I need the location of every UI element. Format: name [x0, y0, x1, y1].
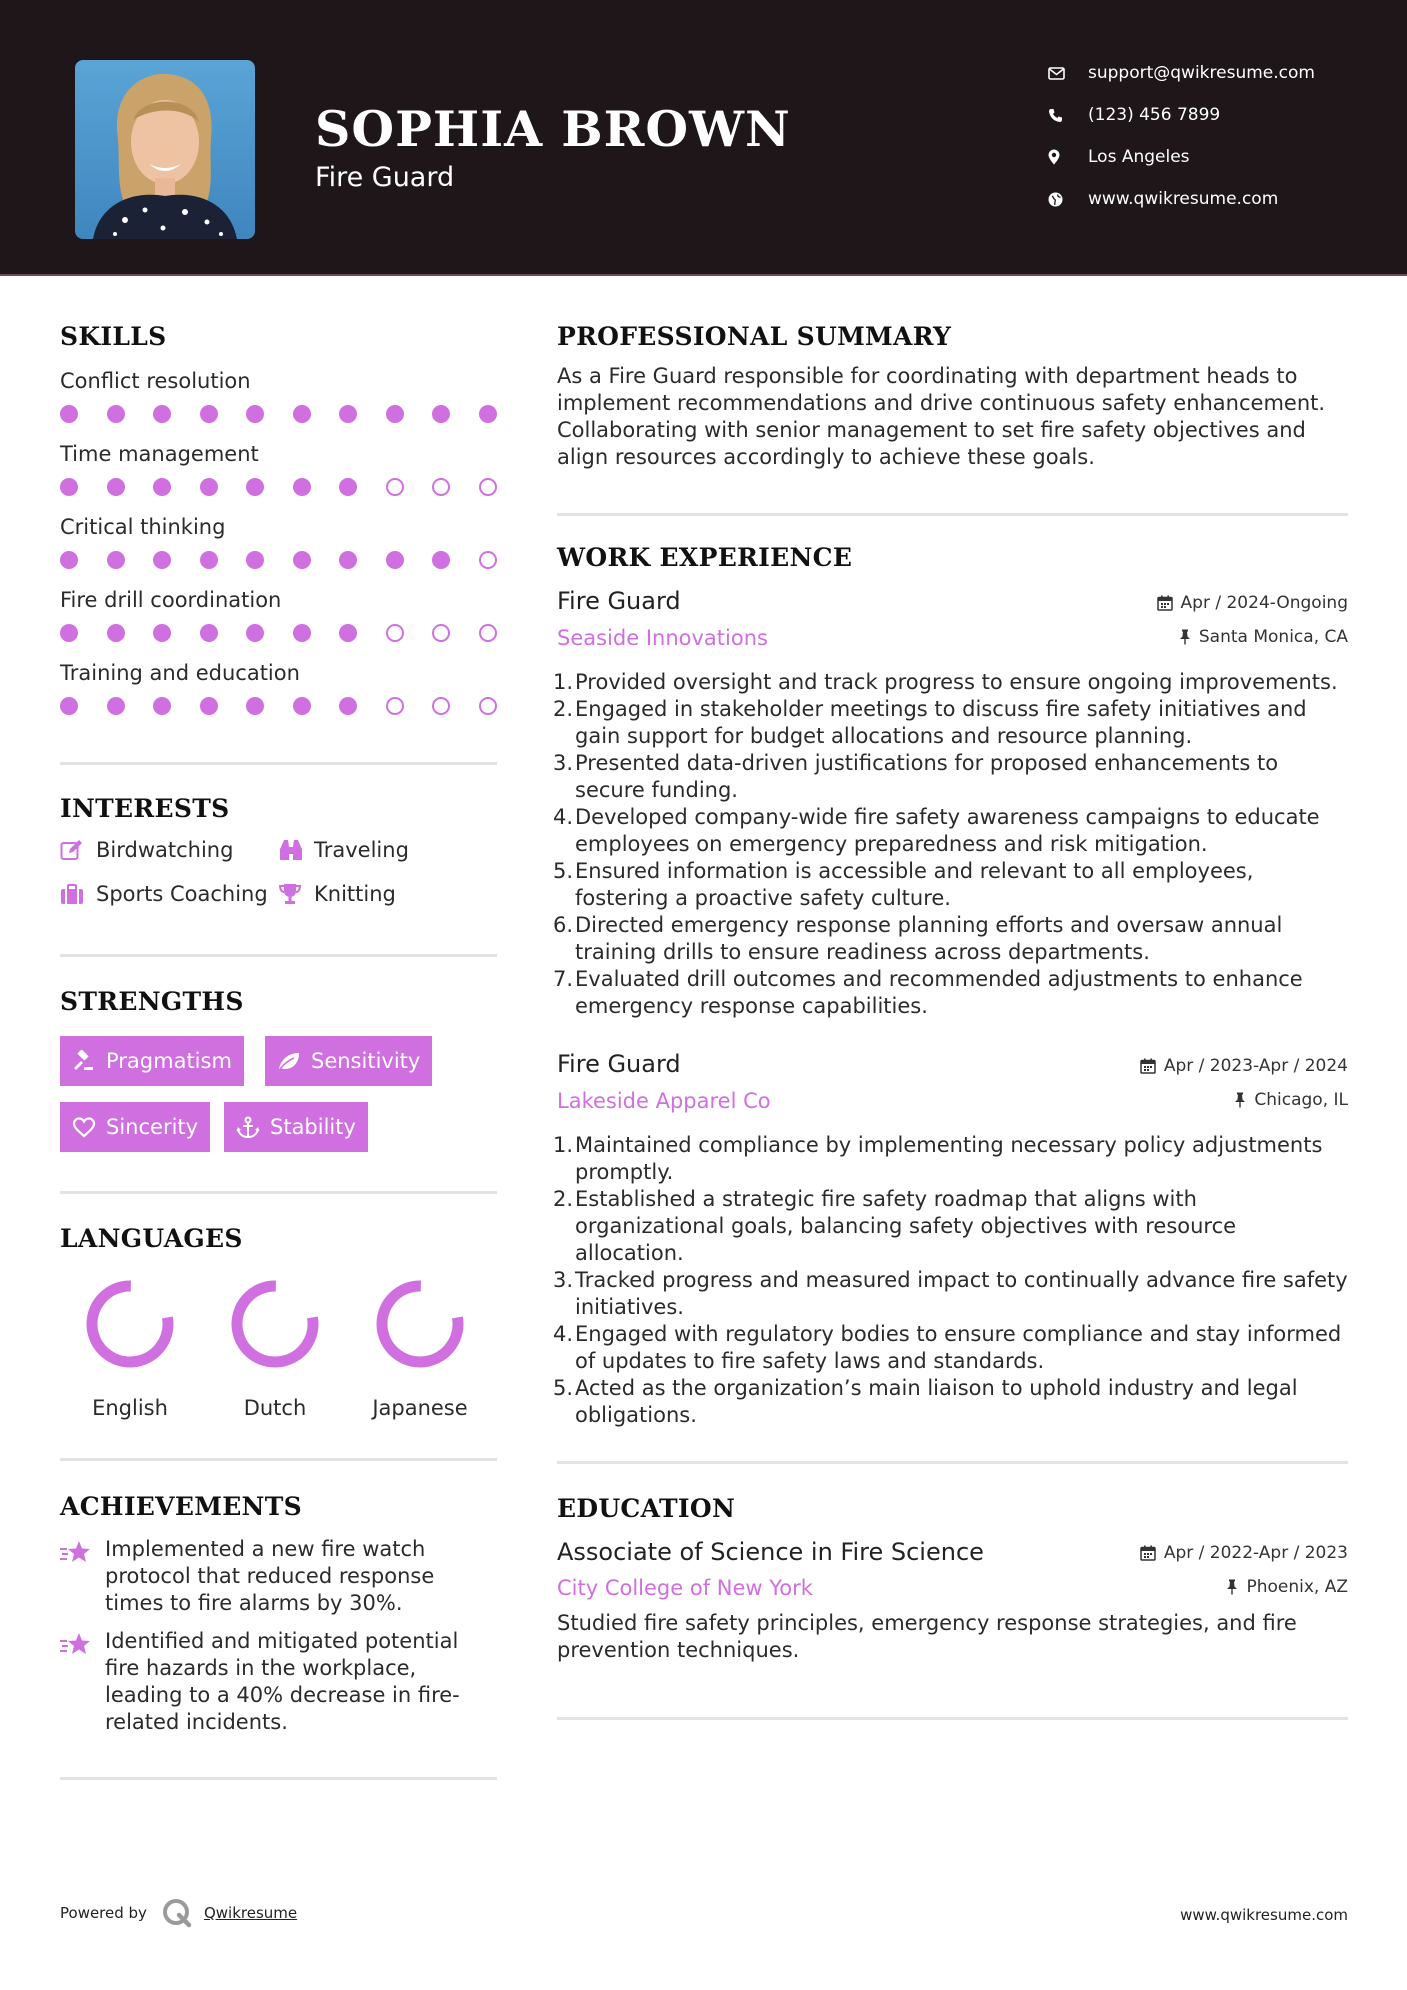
section-divider — [557, 513, 1348, 516]
skill-dot-filled — [479, 405, 497, 423]
job-bullet: 1. Maintained compliance by implementing necessary policy adjustments promptly. — [552, 1133, 1323, 1184]
skill-dot-filled — [107, 405, 125, 423]
skill-dot-empty — [386, 478, 404, 496]
skills-heading: SKILLS — [60, 322, 167, 351]
job-company: Seaside Innovations — [557, 626, 768, 650]
summary-heading: PROFESSIONAL SUMMARY — [557, 322, 952, 351]
skill-dot-empty — [479, 551, 497, 569]
strengths-section — [60, 987, 497, 1157]
language-label: Dutch — [243, 1396, 307, 1420]
job-dates: Apr / 2024-Ongoing — [1157, 593, 1348, 613]
job-bullet: 5. Acted as the organization’s main liaison to uphold industry and legal obligations. — [552, 1376, 1298, 1427]
strength-tag: Stability — [224, 1102, 368, 1152]
skill-dot-empty — [432, 478, 450, 496]
interests-heading: INTERESTS — [60, 794, 230, 823]
skill-dot-filled — [339, 478, 357, 496]
skill-dot-filled — [386, 405, 404, 423]
interest-item: Birdwatching — [60, 838, 233, 862]
pushpin-icon — [1234, 1092, 1246, 1108]
education-heading: EDUCATION — [557, 1494, 736, 1523]
section-divider — [557, 1461, 1348, 1464]
language-item — [205, 1274, 345, 1420]
strength-tag: Sensitivity — [265, 1036, 432, 1086]
languages-section — [60, 1224, 497, 1424]
section-divider — [60, 1458, 497, 1461]
skill-rating — [60, 697, 497, 715]
skill-dot-filled — [60, 478, 78, 496]
job-bullet: 3. Presented data-driven justifications for proposed enhancements to secure funding. — [552, 751, 1279, 802]
skills-section — [60, 322, 497, 734]
skill-dot-filled — [107, 551, 125, 569]
job-bullets — [552, 669, 1348, 1020]
calendar-icon — [1140, 1545, 1156, 1561]
gavel-icon — [72, 1050, 106, 1072]
education-dates: Apr / 2022-Apr / 2023 — [1140, 1543, 1348, 1563]
skill-dot-empty — [479, 478, 497, 496]
job-company: Lakeside Apparel Co — [557, 1089, 771, 1113]
pushpin-icon — [1226, 1579, 1238, 1595]
skill-dot-filled — [293, 697, 311, 715]
job-entry — [552, 587, 1348, 1107]
contact-phone[interactable]: (123) 456 7899 — [1048, 94, 1315, 136]
education-entry — [557, 1538, 1348, 1668]
job-bullet: 4. Engaged with regulatory bodies to ensure compliance and stay informed of updates to fire safety laws and standards. — [552, 1322, 1342, 1373]
section-divider — [60, 954, 497, 957]
skill-dot-filled — [153, 405, 171, 423]
skill-dot-filled — [339, 551, 357, 569]
language-ring — [370, 1274, 470, 1374]
skill-dot-filled — [432, 405, 450, 423]
leaf-icon — [277, 1051, 311, 1071]
language-item — [350, 1274, 490, 1420]
skill-rating — [60, 405, 497, 423]
skill-name: Training and education — [60, 661, 300, 685]
interest-item: Sports Coaching — [60, 882, 268, 906]
contact-website[interactable]: www.qwikresume.com — [1048, 178, 1315, 220]
strength-tag: Pragmatism — [60, 1036, 244, 1086]
language-ring — [80, 1274, 180, 1374]
skill-dot-filled — [200, 697, 218, 715]
strength-tag: Sincerity — [60, 1102, 210, 1152]
achievement-item: Implemented a new fire watch protocol that reduced response times to fire alarms by 30%. — [60, 1536, 497, 1617]
footer-url[interactable]: www.qwikresume.com — [1180, 1906, 1348, 1924]
skill-item — [60, 515, 497, 569]
skill-rating — [60, 551, 497, 569]
language-label: English — [92, 1396, 168, 1420]
calendar-icon — [1157, 595, 1173, 611]
section-divider — [557, 1717, 1348, 1720]
resume-header — [0, 0, 1407, 276]
strengths-heading: STRENGTHS — [60, 987, 244, 1016]
skill-dot-filled — [200, 478, 218, 496]
job-role: Fire Guard — [557, 587, 681, 615]
anchor-icon — [236, 1116, 270, 1139]
skill-dot-filled — [246, 697, 264, 715]
education-description: Studied fire safety principles, emergency response strategies, and fire prevention techniques. — [557, 1611, 1297, 1662]
skill-item — [60, 369, 497, 423]
experience-section — [552, 543, 1348, 1427]
language-item — [60, 1274, 200, 1420]
skill-name: Critical thinking — [60, 515, 226, 539]
job-entry — [552, 1050, 1348, 1427]
skill-dot-filled — [107, 624, 125, 642]
language-proficiency-arc — [86, 1280, 174, 1368]
job-bullet: 7. Evaluated drill outcomes and recommended adjustments to enhance emergency response capabilities. — [552, 967, 1303, 1018]
job-bullet: 2. Engaged in stakeholder meetings to discuss fire safety initiatives and gain support for budget allocations and resource planning. — [552, 697, 1307, 748]
skill-dot-empty — [479, 697, 497, 715]
skill-rating — [60, 624, 497, 642]
skill-dot-filled — [60, 697, 78, 715]
language-proficiency-arc — [231, 1280, 319, 1368]
qwikresume-logo-icon — [162, 1898, 192, 1928]
skill-dot-filled — [293, 405, 311, 423]
contact-list — [1048, 52, 1315, 220]
skill-dot-empty — [432, 624, 450, 642]
skill-dot-filled — [386, 551, 404, 569]
skill-dot-filled — [246, 624, 264, 642]
skill-dot-filled — [60, 624, 78, 642]
section-divider — [60, 1191, 497, 1194]
map-pin-icon — [1048, 149, 1088, 165]
skill-dot-empty — [386, 697, 404, 715]
envelope-icon — [1048, 67, 1088, 80]
experience-heading: WORK EXPERIENCE — [557, 543, 853, 572]
language-proficiency-arc — [376, 1280, 464, 1368]
skills-list — [60, 369, 497, 715]
skill-dot-filled — [200, 551, 218, 569]
skill-dot-empty — [432, 697, 450, 715]
job-bullet: 6. Directed emergency response planning efforts and oversaw annual training drills to ensure readiness across departments. — [552, 913, 1283, 964]
skill-dot-filled — [107, 478, 125, 496]
section-divider — [60, 1777, 497, 1780]
language-label: Japanese — [372, 1396, 468, 1420]
contact-email[interactable]: support@qwikresume.com — [1048, 52, 1315, 94]
skill-dot-filled — [60, 551, 78, 569]
skill-dot-filled — [339, 697, 357, 715]
job-location: Santa Monica, CA — [1179, 627, 1348, 647]
skill-dot-filled — [107, 697, 125, 715]
summary-section — [557, 322, 1348, 471]
skill-item — [60, 442, 497, 496]
skill-dot-filled — [293, 551, 311, 569]
skill-dot-filled — [153, 478, 171, 496]
skill-dot-filled — [200, 624, 218, 642]
globe-icon — [1048, 192, 1088, 207]
skill-dot-filled — [153, 624, 171, 642]
school-name: City College of New York — [557, 1576, 813, 1600]
candidate-name: SOPHIA BROWN — [315, 100, 791, 158]
skill-rating — [60, 478, 497, 496]
job-location: Chicago, IL — [1234, 1090, 1348, 1110]
skill-dot-filled — [293, 624, 311, 642]
job-bullet: 3. Tracked progress and measured impact to continually advance fire safety initiatives. — [552, 1268, 1348, 1319]
section-divider — [60, 762, 497, 765]
job-bullet: 1. Provided oversight and track progress to ensure ongoing improvements. — [552, 670, 1338, 694]
pushpin-icon — [1179, 629, 1191, 645]
interests-section — [60, 794, 497, 914]
skill-name: Time management — [60, 442, 259, 466]
interest-item: Knitting — [278, 882, 396, 906]
qwikresume-link[interactable]: Qwikresume — [203, 1904, 298, 1922]
binoculars-icon — [278, 839, 314, 861]
degree-title: Associate of Science in Fire Science — [557, 1538, 984, 1566]
job-bullet: 2. Established a strategic fire safety roadmap that aligns with organizational goals, balancing safety objectives with resource allocation. — [552, 1187, 1237, 1265]
language-ring — [225, 1274, 325, 1374]
profile-photo — [75, 60, 255, 239]
education-section — [557, 1494, 1348, 1674]
pencil-square-icon — [60, 839, 96, 861]
skill-dot-filled — [153, 551, 171, 569]
job-bullet: 5. Ensured information is accessible and relevant to all employees, fostering a proactive safety culture. — [552, 859, 1254, 910]
contact-location: Los Angeles — [1048, 136, 1315, 178]
job-role: Fire Guard — [557, 1050, 681, 1078]
trophy-icon — [278, 883, 314, 905]
footer-powered-by: Powered by Qwikresume — [60, 1898, 297, 1928]
star-icon — [60, 1536, 105, 1617]
skill-dot-filled — [293, 478, 311, 496]
achievement-item: Identified and mitigated potential fire hazards in the workplace, leading to a 40% decrease in fire-related incidents. — [60, 1628, 497, 1736]
skill-dot-filled — [339, 405, 357, 423]
skill-dot-filled — [432, 551, 450, 569]
education-location: Phoenix, AZ — [1226, 1577, 1348, 1597]
achievements-heading: ACHIEVEMENTS — [60, 1492, 302, 1521]
skill-dot-filled — [246, 405, 264, 423]
skill-dot-filled — [60, 405, 78, 423]
skill-dot-filled — [246, 551, 264, 569]
skill-dot-empty — [479, 624, 497, 642]
achievements-section — [60, 1492, 497, 1742]
skill-dot-filled — [153, 697, 171, 715]
skill-name: Conflict resolution — [60, 369, 251, 393]
skill-item — [60, 661, 497, 715]
interest-item: Traveling — [278, 838, 409, 862]
skill-dot-filled — [339, 624, 357, 642]
job-bullet: 4. Developed company-wide fire safety awareness campaigns to educate employees on emergency preparedness and risk mitigation. — [552, 805, 1320, 856]
skill-dot-filled — [246, 478, 264, 496]
briefcase-icon — [60, 884, 96, 905]
summary-text: As a Fire Guard responsible for coordinating with department heads to implement recommendations and drive continuous safety enhancement. Collaborating with senior management to set fire safety objectives and align resources accordingly to achieve these goals. — [557, 364, 1326, 469]
skill-dot-empty — [386, 624, 404, 642]
candidate-title: Fire Guard — [315, 162, 455, 193]
heart-icon — [72, 1117, 106, 1138]
skill-dot-filled — [200, 405, 218, 423]
star-icon — [60, 1628, 105, 1736]
languages-heading: LANGUAGES — [60, 1224, 243, 1253]
job-bullets — [552, 1132, 1348, 1429]
job-dates: Apr / 2023-Apr / 2024 — [1140, 1056, 1348, 1076]
skill-name: Fire drill coordination — [60, 588, 282, 612]
phone-icon — [1048, 108, 1088, 123]
skill-item — [60, 588, 497, 642]
calendar-icon — [1140, 1058, 1156, 1074]
